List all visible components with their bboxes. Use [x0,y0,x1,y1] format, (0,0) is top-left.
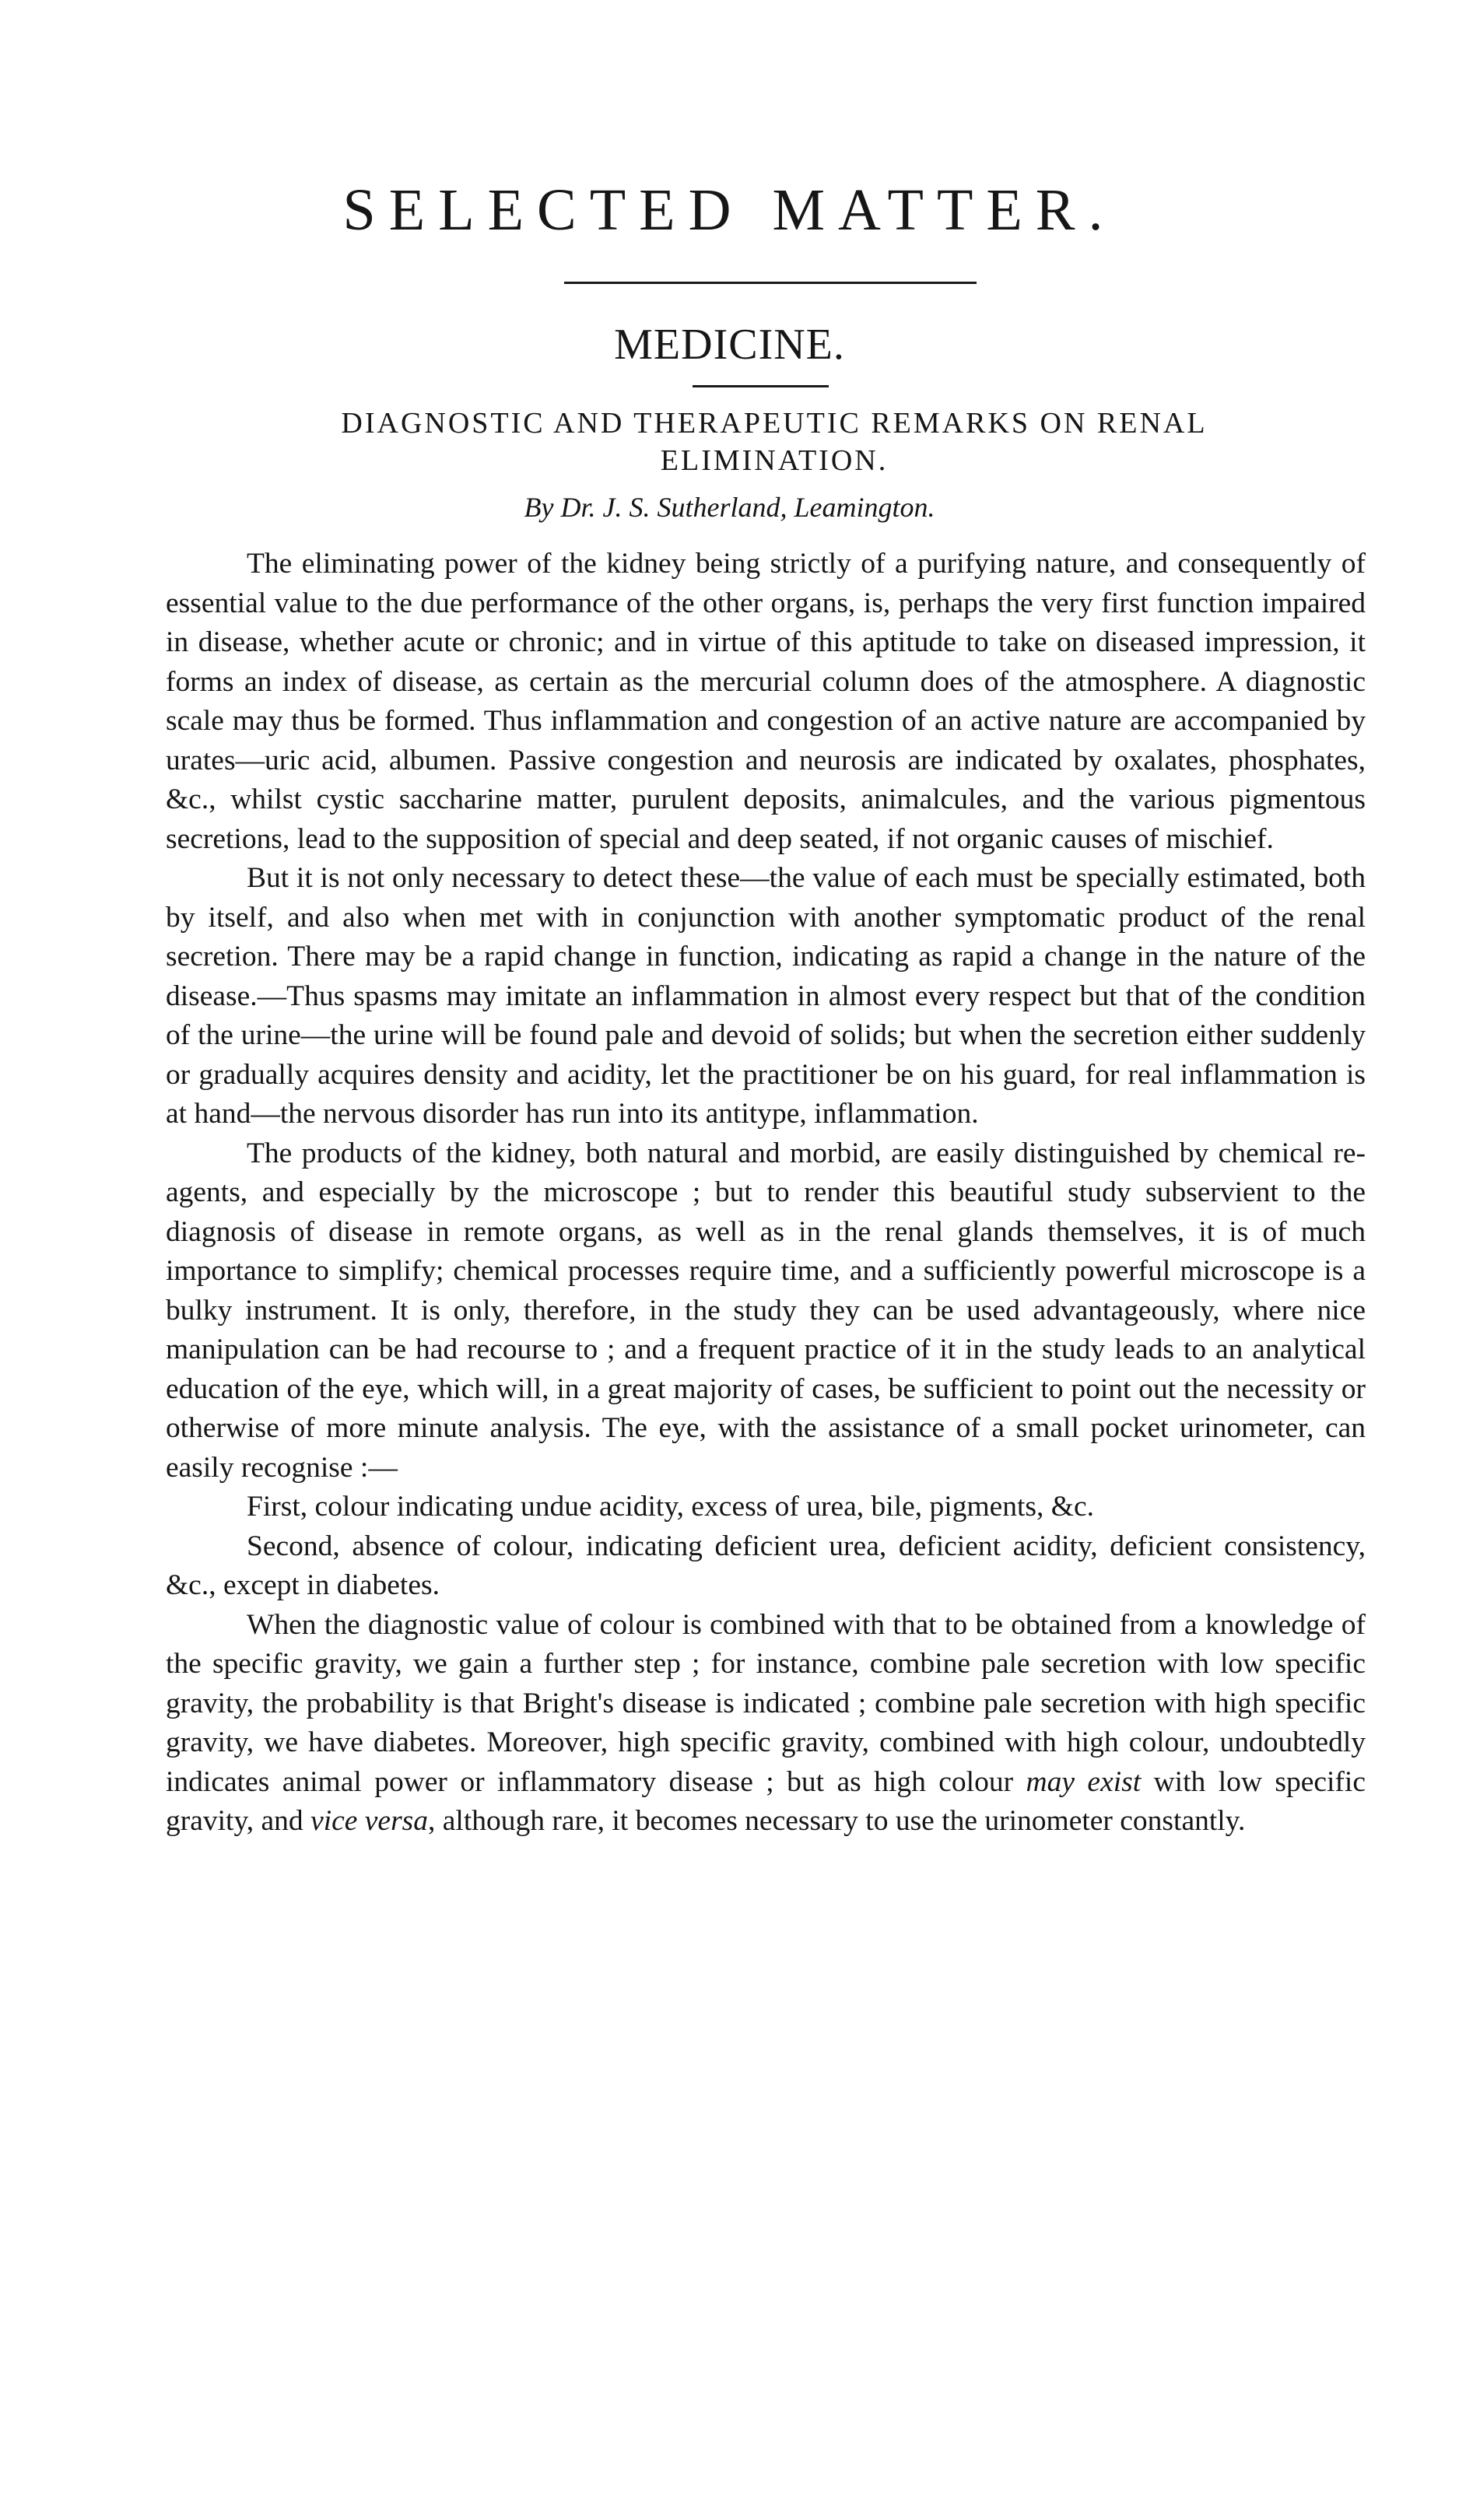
italic-phrase: may exist [1026,1765,1142,1798]
section-title: SELECTED MATTER. [342,177,1117,243]
paragraph: The products of the kidney, both natural and morbid, are easily distinguished by chemical re-agents, and especially by the microscope ; but to render this beautiful study subservient to the diagnosis of disease in remote organs, as well as in the renal glands themselves, it is of much importance to simplify; chemical processes require time, and a sufficiently powerful microscope is a bulky instrument. It is only, therefore, in the study they can be used advantageously, where nice manipulation can be had recourse to ; and a frequent practice of it in the study leads to an analytical education of the eye, which will, in a great majority of cases, be sufficient to point out the necessity or otherwise of more minute analysis. The eye, with the assistance of a small pocket urinometer, can easily recognise :— [166,1137,1366,1484]
final-paragraph [166,1606,1366,1842]
paragraph-text: , although rare, it becomes necessary to use the urinometer constantly. [428,1805,1246,1837]
article-title: DIAGNOSTIC AND THERAPEUTIC REMARKS ON RENAL ELIMINATION. [341,407,1208,477]
paragraph-text: with low specific gravity, and [166,1765,1366,1837]
subject-heading: MEDICINE. [614,321,845,369]
article-byline: By Dr. J. S. Sutherland, Leamington. [524,492,935,523]
section-divider [564,282,977,284]
paragraph: Second, absence of colour, indicating deficient urea, deficient acidity, deficient consistency, &c., except in diabetes. [166,1530,1366,1601]
subject-divider [693,385,829,387]
article-body [166,545,1366,1842]
paragraph-text: When the diagnostic value of colour is combined with that to be obtained from a knowledge of the specific gravity, we gain a further step ; for instance, combine pale secretion with low specific gravity, the probability is that Bright's disease is indicated ; combine pale secretion with high specific gravity, we have diabetes. Moreover, high specific gravity, combined with high colour, undoubtedly indicates animal power or inflammatory disease ; but as high colour [166,1608,1366,1798]
paragraph: First, colour indicating undue acidity, excess of urea, bile, pigments, &c. [247,1491,1094,1523]
italic-phrase: vice versa [310,1805,429,1837]
paragraph: But it is not only necessary to detect these—the value of each must be specially estimated, both by itself, and also when met with in conjunction with another symptomatic product of the renal secretion. There may be a rapid change in function, indicating as rapid a change in the nature of the disease.—Thus spasms may imitate an inflammation in almost every respect but that of the condition of the urine—the urine will be found pale and devoid of solids; but when the secretion either suddenly or gradually acquires density and acidity, let the practitioner be on his guard, for real inflammation is at hand—the nervous disorder has run into its antitype, inflammation. [166,862,1366,1130]
paragraph: The eliminating power of the kidney being strictly of a purifying nature, and consequently of essential value to the due performance of the other organs, is, perhaps the very first function impaired in disease, whether acute or chronic; and in virtue of this aptitude to take on diseased impression, it forms an index of disease, as certain as the mercurial column does of the atmosphere. A diagnostic scale may thus be formed. Thus inflammation and congestion of an active nature are accompanied by urates—uric acid, albumen. Passive congestion and neurosis are indicated by oxalates, phosphates, &c., whilst cystic saccharine matter, purulent deposits, animalcules, and the various pigmentous secretions, lead to the supposition of special and deep seated, if not organic causes of mischief. [166,548,1366,855]
